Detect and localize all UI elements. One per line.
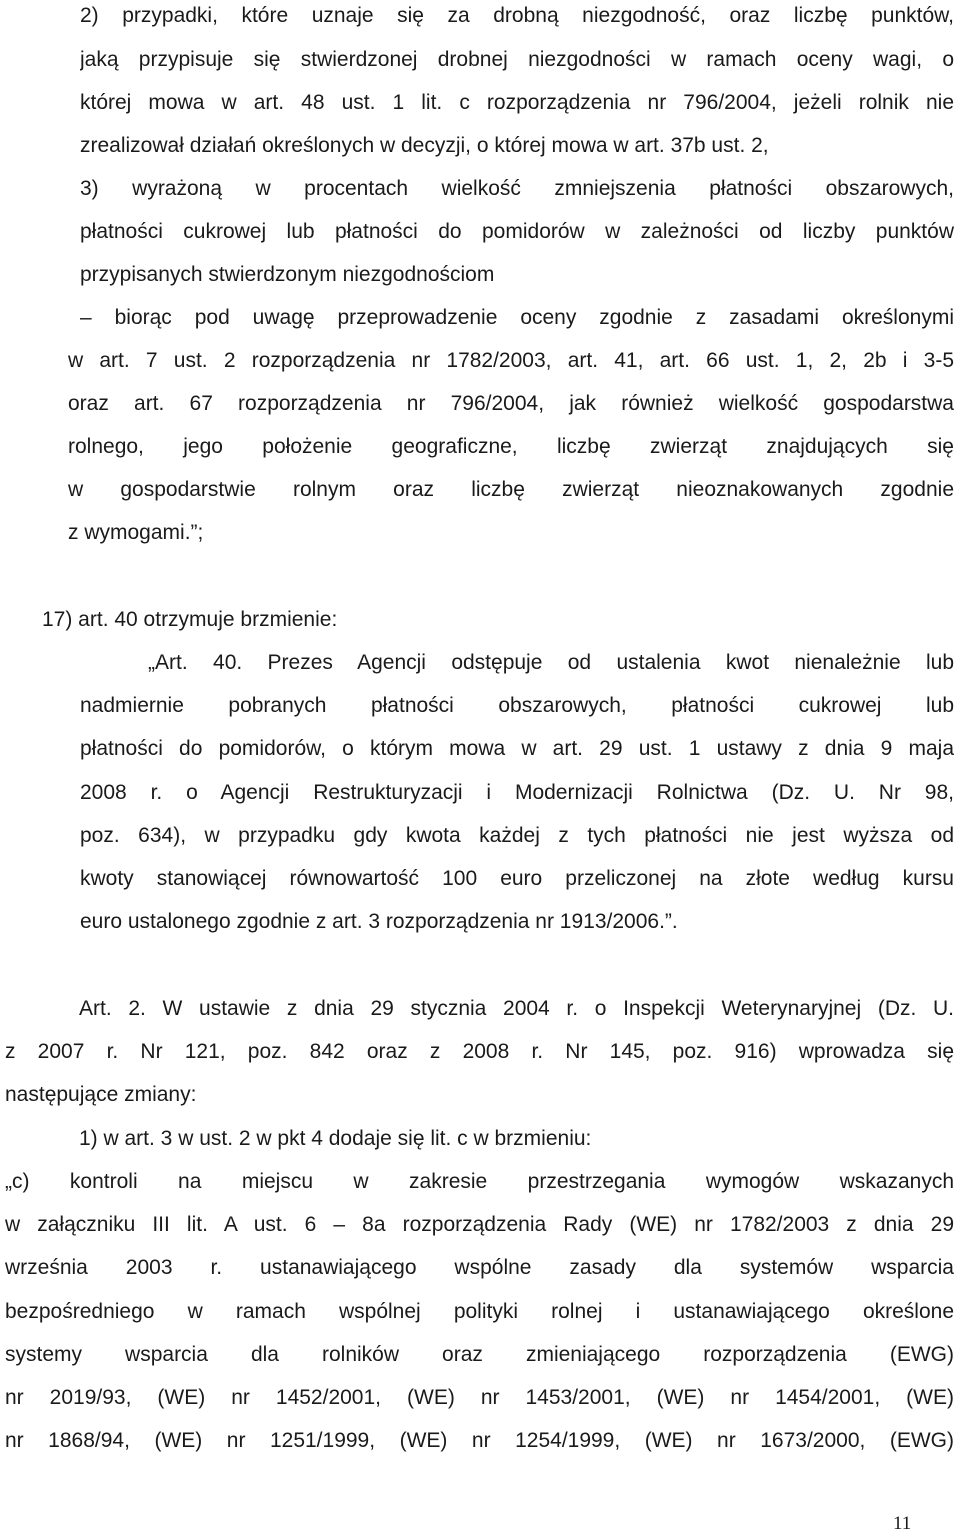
text-line: w załączniku III lit. A ust. 6 – 8a rozporządzenia Rady (WE) nr 1782/2003 z dnia 29	[5, 1213, 954, 1236]
text-line: płatności cukrowej lub płatności do pomidorów w zależności od liczby punktów	[80, 220, 954, 243]
text-line: 2008 r. o Agencji Restrukturyzacji i Modernizacji Rolnictwa (Dz. U. Nr 98,	[80, 781, 954, 804]
text-line: następujące zmiany:	[5, 1083, 197, 1106]
text-line: kwoty stanowiącej równowartość 100 euro przeliczonej na złote według kursu	[80, 867, 954, 890]
text-line: w gospodarstwie rolnym oraz liczbę zwierząt nieoznakowanych zgodnie	[68, 478, 954, 501]
page-number: 11	[893, 1513, 912, 1534]
text-line: 17) art. 40 otrzymuje brzmienie:	[42, 608, 338, 631]
text-line: płatności do pomidorów, o którym mowa w art. 29 ust. 1 ustawy z dnia 9 maja	[80, 737, 954, 760]
text-line: bezpośredniego w ramach wspólnej polityki rolnej i ustanawiającego określone	[5, 1300, 954, 1323]
text-line: zrealizował działań określonych w decyzji, o której mowa w art. 37b ust. 2,	[80, 134, 769, 157]
text-line: nadmiernie pobranych płatności obszarowych, płatności cukrowej lub	[80, 694, 954, 717]
text-line: – biorąc pod uwagę przeprowadzenie oceny zgodnie z zasadami określonymi	[80, 306, 954, 329]
text-line: 3) wyrażoną w procentach wielkość zmniejszenia płatności obszarowych,	[80, 177, 954, 200]
text-line: oraz art. 67 rozporządzenia nr 796/2004, jak również wielkość gospodarstwa	[68, 392, 954, 415]
text-line: „c) kontroli na miejscu w zakresie przestrzegania wymogów wskazanych	[5, 1170, 954, 1193]
text-line: poz. 634), w przypadku gdy kwota każdej z tych płatności nie jest wyższa od	[80, 824, 954, 847]
text-line: w art. 7 ust. 2 rozporządzenia nr 1782/2003, art. 41, art. 66 ust. 1, 2, 2b i 3-5	[68, 349, 954, 372]
text-line: z 2007 r. Nr 121, poz. 842 oraz z 2008 r. Nr 145, poz. 916) wprowadza się	[5, 1040, 954, 1063]
text-line: „Art. 40. Prezes Agencji odstępuje od ustalenia kwot nienależnie lub	[148, 651, 954, 674]
text-line: rolnego, jego położenie geograficzne, liczbę zwierząt znajdujących się	[68, 435, 954, 458]
text-line: nr 2019/93, (WE) nr 1452/2001, (WE) nr 1453/2001, (WE) nr 1454/2001, (WE)	[5, 1386, 954, 1409]
text-line: jaką przypisuje się stwierdzonej drobnej niezgodności w ramach oceny wagi, o	[80, 48, 954, 71]
text-line: euro ustalonego zgodnie z art. 3 rozporządzenia nr 1913/2006.”.	[80, 910, 678, 933]
text-line: nr 1868/94, (WE) nr 1251/1999, (WE) nr 1254/1999, (WE) nr 1673/2000, (EWG)	[5, 1429, 954, 1452]
text-line: systemy wsparcia dla rolników oraz zmieniającego rozporządzenia (EWG)	[5, 1343, 954, 1366]
text-line: Art. 2. W ustawie z dnia 29 stycznia 2004 r. o Inspekcji Weterynaryjnej (Dz. U.	[79, 997, 954, 1020]
text-line: przypisanych stwierdzonym niezgodnościom	[80, 263, 495, 286]
text-line: 2) przypadki, które uznaje się za drobną niezgodność, oraz liczbę punktów,	[80, 4, 954, 27]
text-line: 1) w art. 3 w ust. 2 w pkt 4 dodaje się lit. c w brzmieniu:	[79, 1127, 592, 1150]
text-line: września 2003 r. ustanawiającego wspólne zasady dla systemów wsparcia	[5, 1256, 954, 1279]
text-line: której mowa w art. 48 ust. 1 lit. c rozporządzenia nr 796/2004, jeżeli rolnik nie	[80, 91, 954, 114]
text-line: z wymogami.”;	[68, 521, 204, 544]
